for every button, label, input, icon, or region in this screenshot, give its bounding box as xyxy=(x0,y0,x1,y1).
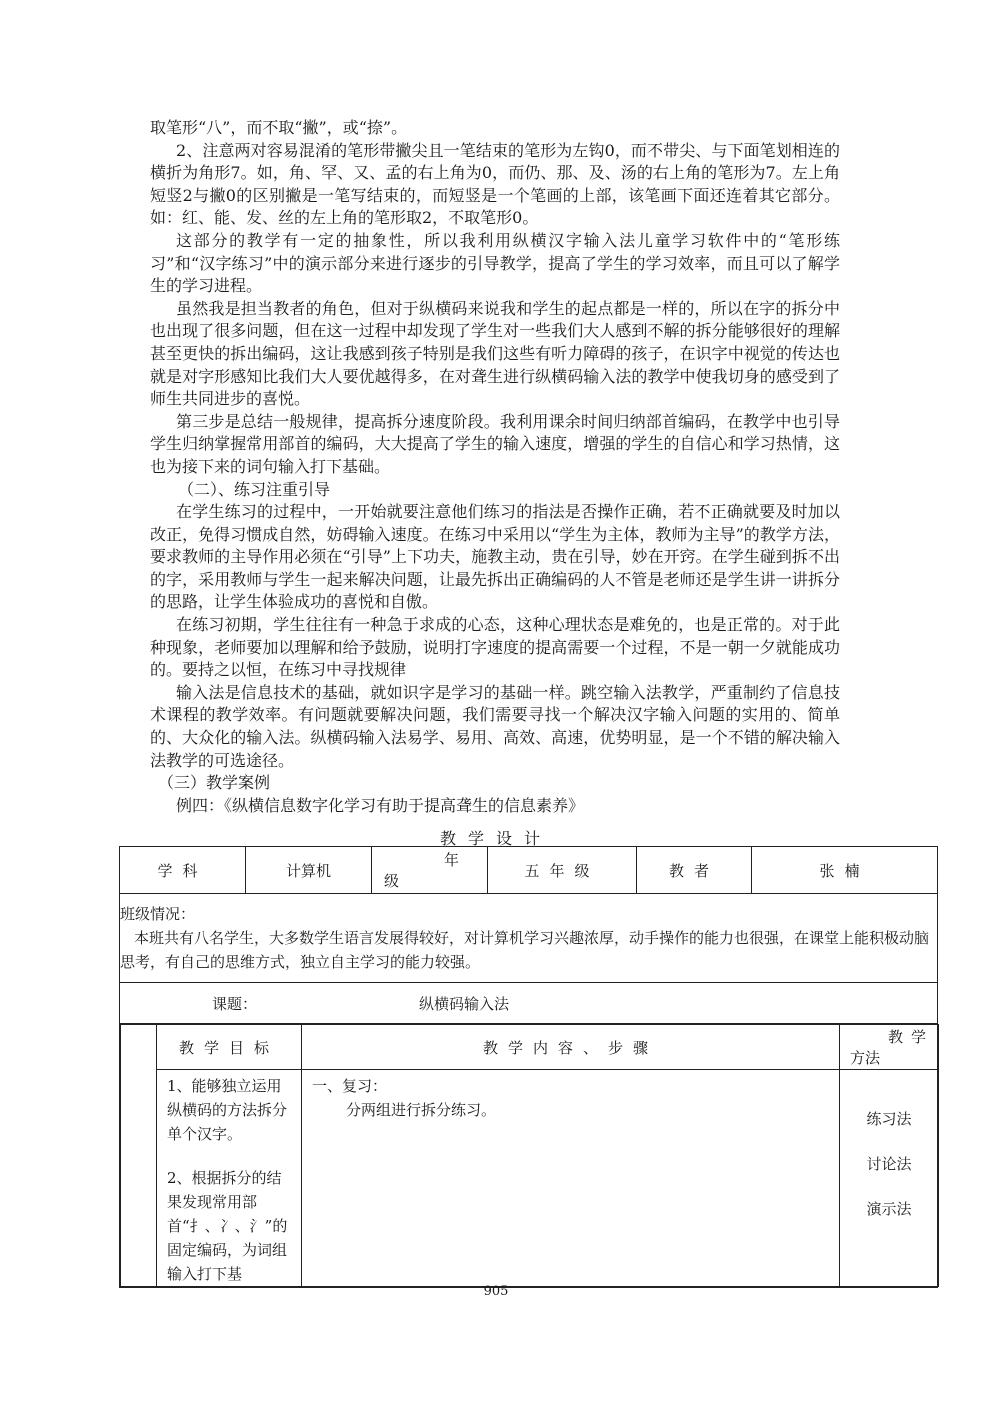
class-info-text: 本班共有八名学生，大多数学生语言发展得较好，对计算机学习兴趣浓厚，动手操作的能力也很强，在课堂上能积极动脑思考，有自己的思维方式，独立自主学习的能力较强。 xyxy=(120,929,930,971)
example-title: 例四：《纵横信息数字化学习有助于提高聋生的信息素养》 xyxy=(176,795,585,815)
section-heading-practice: （二）、练习注重引导 xyxy=(178,479,331,499)
method-demonstration: 演示法 xyxy=(866,1200,912,1218)
left-margin-cell xyxy=(121,1025,157,1287)
methods-cell xyxy=(840,1070,939,1287)
paragraph-confusable-strokes: 2、注意两对容易混淆的笔形带撇尖且一笔结束的笔形为左钩0，而不带尖、与下面笔划相连的横折为角形7。如，角、罕、又、孟的右上角为0，而仍、那、及、汤的右上角的笔形为7。左上角短竖2与撇0的区别撇是一笔写结束的，而短竖是一个笔画的上部，该笔画下面还连着其它部分。如：红、能、发、丝的左上角的笔形取2，不取笔形0。 xyxy=(150,140,840,228)
teacher-label: 教者 xyxy=(637,847,752,894)
topic-value: 纵横码输入法 xyxy=(419,994,510,1013)
goals-cell xyxy=(157,1070,302,1287)
class-info-row xyxy=(120,894,938,983)
paragraph-practice-guidance: 在学生练习的过程中，一开始就要注意他们练习的指法是否操作正确，若不正确就要及时加以改正，免得习惯成自然，妨碍输入速度。在练习中采用以“学生为主体，教师为主导”的教学方法，要求教师的主导作用必须在“引导”上下功夫，施教主动，贵在引导，妙在开窍。在学生碰到拆不出的字，采用教师与学生一起来解决问题，让最先拆出正确编码的人不管是老师还是学生讲一讲拆分的思路，让学生体验成功的喜悦和自傲。 xyxy=(150,502,840,612)
paragraph-step-three: 第三步是总结一般规律，提高拆分速度阶段。我利用课余时间归纳部首编码，在教学中也引导学生归纳掌握常用部首的编码，大大提高了学生的输入速度，增强的学生的自信心和学习热情，这也为接下来的词句输入打下基础。 xyxy=(150,411,840,476)
topic-cell xyxy=(120,983,938,1024)
method-discussion: 讨论法 xyxy=(866,1155,912,1173)
page-number: 905 xyxy=(483,1284,509,1299)
objectives-body-row xyxy=(121,1070,939,1287)
content-header: 教学内容、步骤 xyxy=(302,1025,840,1070)
paragraph-input-method: 输入法是信息技术的基础，就如识字是学习的基础一样。跳空输入法教学，严重制约了信息技术课程的教学效率。有问题就要解决问题，我们需要寻找一个解决汉字输入问题的实用的、简单的、大众化的输入法。纵横码输入法易学、易用、高效、高速，优势明显，是一个不错的解决输入法教学的可选途径。 xyxy=(150,682,840,770)
objectives-header-row xyxy=(121,1025,939,1070)
objectives-row xyxy=(120,1024,938,1288)
steps-cell xyxy=(302,1070,840,1287)
teacher-value: 张楠 xyxy=(752,847,938,894)
objectives-cell xyxy=(120,1024,938,1288)
class-info-cell xyxy=(120,894,938,983)
grade-label-bottom: 级 xyxy=(384,872,400,890)
header-row xyxy=(120,847,938,894)
class-info-label: 班级情况： xyxy=(120,905,196,923)
goal-2: 2、根据拆分的结果发现常用部首“扌、冫、氵”的固定编码，为词组输入打下基 xyxy=(167,1169,288,1283)
grade-label-top: 年 xyxy=(443,851,459,869)
paragraph-stroke-note: 取笔形“八”，而不取“撇”，或“捺”。 xyxy=(150,118,408,137)
paragraph-teacher-role: 虽然我是担当教者的角色，但对于纵横码来说我和学生的起点都是一样的，所以在字的拆分中也出现了很多问题，但在这一过程中却发现了学生对一些我们大人感到不解的拆分能够很好的理解甚至更快的拆出编码，这让我感到孩子特别是我们这些有听力障碍的孩子，在识字中视觉的传达也就是对字形感知比我们大人要优越得多，在对聋生进行纵横码输入法的教学中使我切身的感受到了师生共同进步的喜悦。 xyxy=(150,298,840,409)
paragraph-early-practice: 在练习初期，学生往往有一种急于求成的心态，这种心理状态是难免的，也是正常的。对于此种现象，老师要加以理解和给予鼓励，说明打字速度的提高需要一个过程，不是一朝一夕就能成功的。要持之以恒，在练习中寻找规律 xyxy=(150,615,840,680)
topic-label: 课题： xyxy=(212,994,258,1013)
section-heading-case: （三）教学案例 xyxy=(158,773,271,793)
step-review: 一、复习： xyxy=(312,1077,388,1095)
design-title: 教学设计 xyxy=(439,829,552,848)
grade-label xyxy=(372,847,488,894)
method-header-bottom: 方法 xyxy=(850,1049,881,1067)
objectives-table xyxy=(120,1024,939,1287)
goal-header: 教学目标 xyxy=(157,1025,302,1070)
method-header xyxy=(840,1025,939,1070)
method-header-top: 教学 xyxy=(887,1028,934,1046)
lesson-plan-table xyxy=(119,846,938,1288)
topic-row xyxy=(120,983,938,1024)
subject-value: 计算机 xyxy=(246,847,372,894)
goal-1: 1、能够独立运用纵横码的方法拆分单个汉字。 xyxy=(167,1077,288,1143)
grade-value: 五年级 xyxy=(488,847,637,894)
subject-label: 学科 xyxy=(120,847,246,894)
method-practice: 练习法 xyxy=(866,1110,912,1128)
paragraph-software-teaching: 这部分的教学有一定的抽象性，所以我利用纵横汉字输入法儿童学习软件中的“笔形练习”和“汉字练习”中的演示部分来进行逐步的引导教学，提高了学生的学习效率，而且可以了解学生的学习进程。 xyxy=(150,230,840,296)
body-text xyxy=(150,117,840,817)
step-review-detail: 分两组进行拆分练习。 xyxy=(346,1101,497,1119)
